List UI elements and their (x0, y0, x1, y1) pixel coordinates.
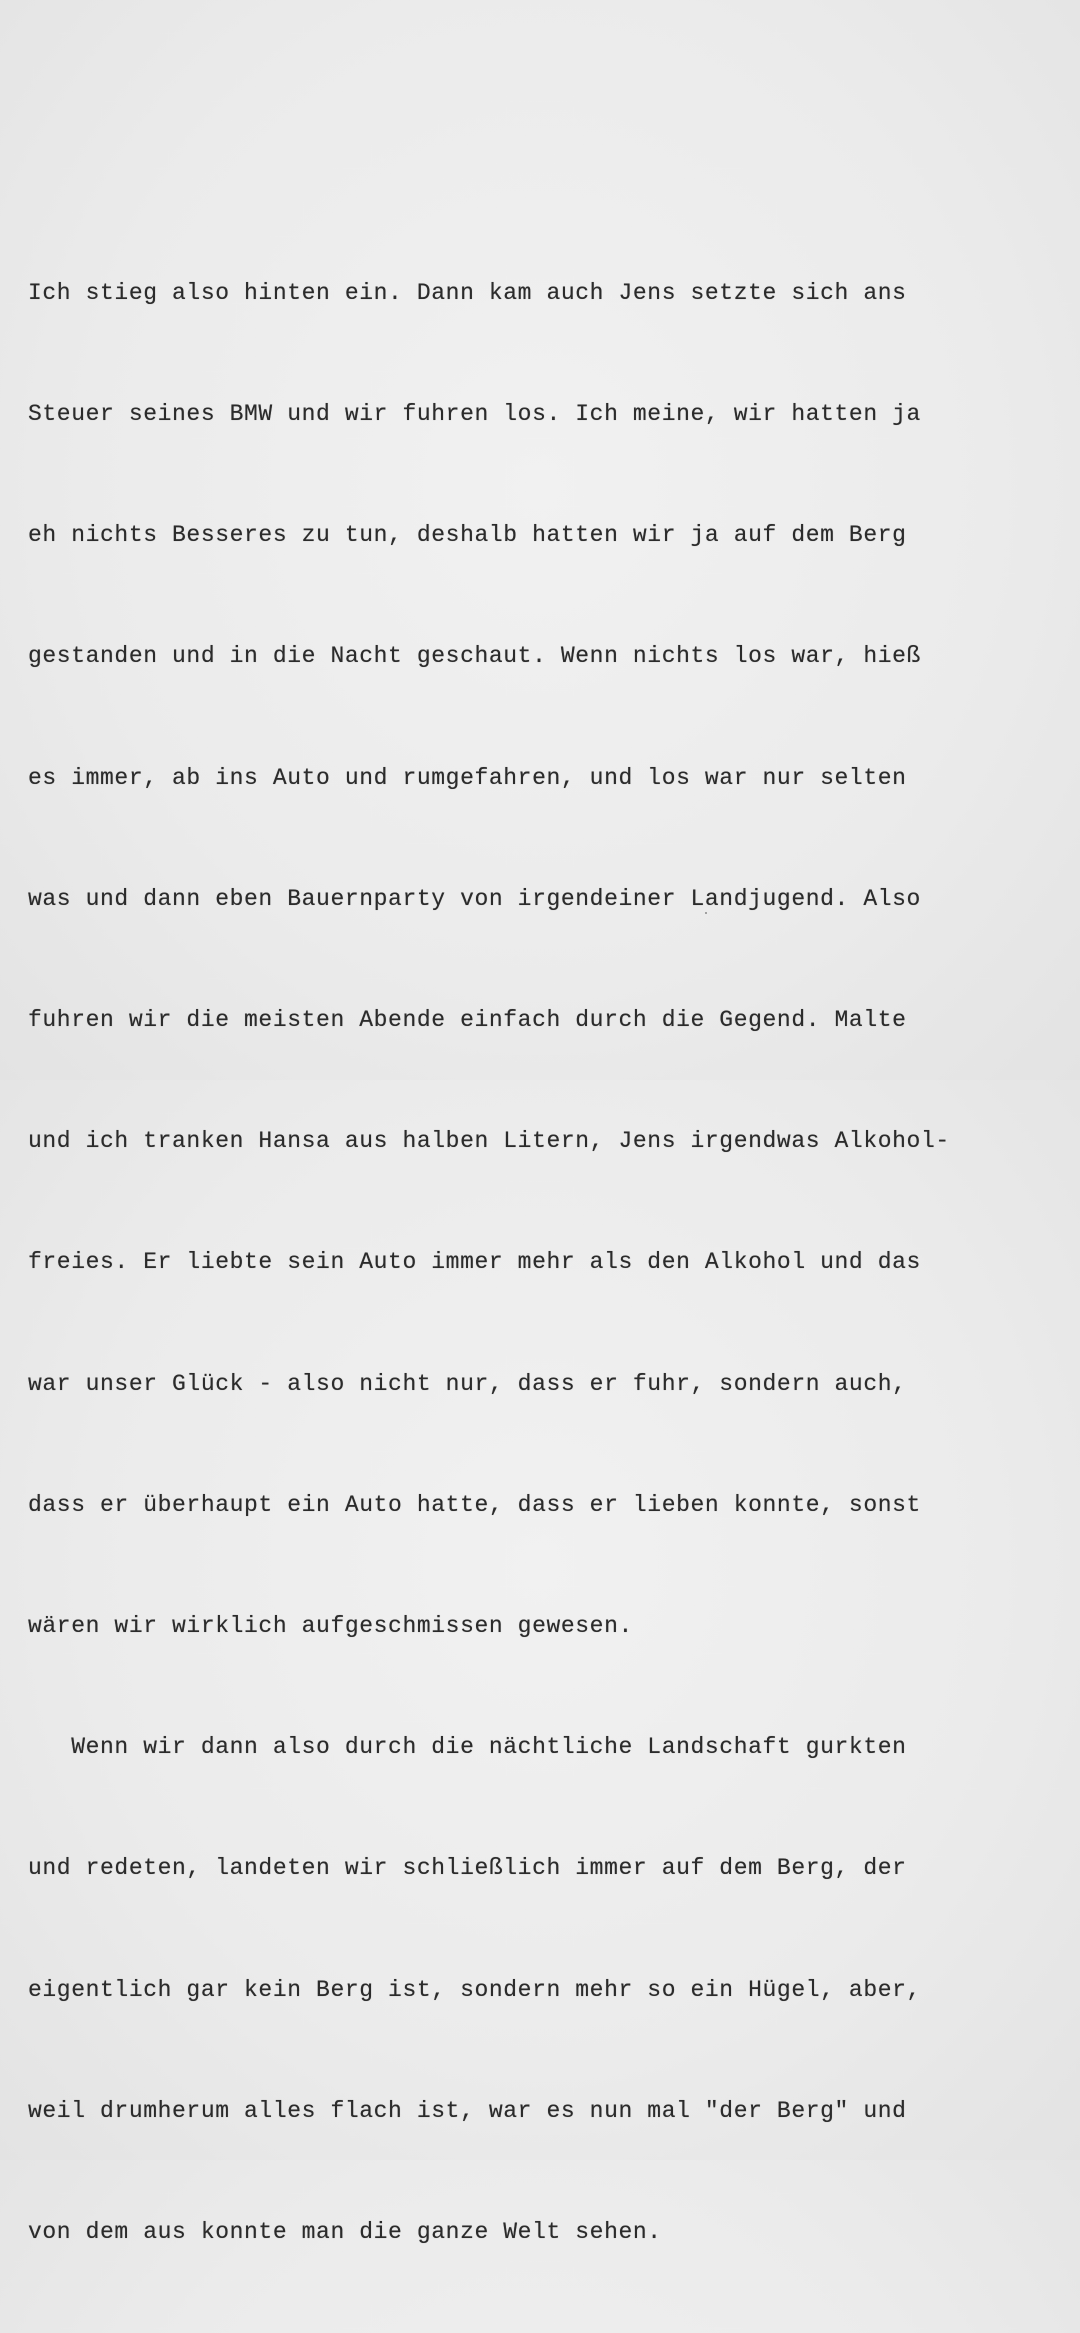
text-line: fuhren wir die meisten Abende einfach durch die Gegend. Malte (28, 1007, 907, 1034)
paper-speck (705, 912, 707, 914)
text-line: wären wir wirklich aufgeschmissen gewesen. (28, 1613, 633, 1640)
text-line: und ich tranken Hansa aus halben Litern, Jens irgendwas Alkohol- (28, 1128, 950, 1155)
text-line: was und dann eben Bauernparty von irgendeiner Landjugend. Also (28, 885, 921, 912)
text-line: eh nichts Besseres zu tun, deshalb hatten wir ja auf dem Berg (28, 522, 907, 549)
typewritten-text (28, 192, 1068, 2333)
text-line: Steuer seines BMW und wir fuhren los. Ich meine, wir hatten ja (28, 401, 921, 428)
text-line: es immer, ab ins Auto und rumgefahren, und los war nur selten (28, 764, 907, 791)
text-line: war unser Glück - also nicht nur, dass er fuhr, sondern auch, (28, 1370, 907, 1397)
text-line: Wenn wir dann also durch die nächtliche Landschaft gurkten (28, 1734, 907, 1761)
text-line: und redeten, landeten wir schließlich immer auf dem Berg, der (28, 1855, 907, 1882)
text-line: eigentlich gar kein Berg ist, sondern mehr so ein Hügel, aber, (28, 1976, 921, 2003)
text-line: dass er überhaupt ein Auto hatte, dass er lieben konnte, sonst (28, 1491, 921, 1518)
text-line: von dem aus konnte man die ganze Welt sehen. (28, 2219, 662, 2246)
text-line: weil drumherum alles flach ist, war es nun mal "der Berg" und (28, 2097, 907, 2124)
text-line: gestanden und in die Nacht geschaut. Wenn nichts los war, hieß (28, 643, 921, 670)
text-line: freies. Er liebte sein Auto immer mehr als den Alkohol und das (28, 1249, 921, 1276)
text-line: Ich stieg also hinten ein. Dann kam auch Jens setzte sich ans (28, 279, 907, 306)
